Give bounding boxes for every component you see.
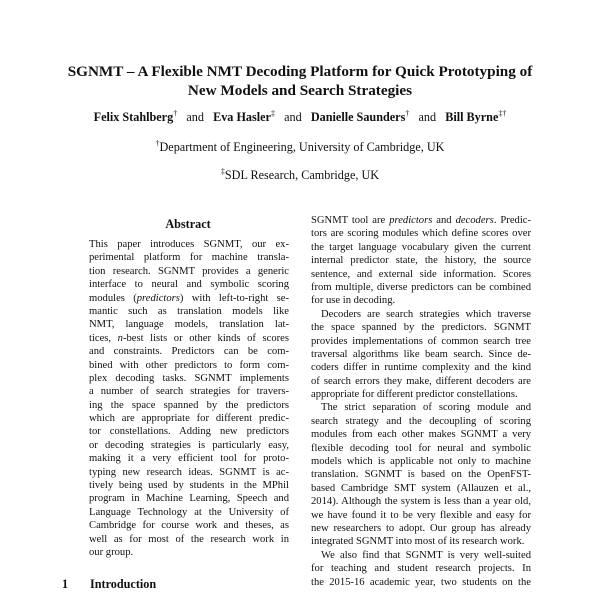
author-separator: and — [418, 110, 437, 124]
text-line: The strict separation of scoring module and — [321, 402, 531, 414]
author-list — [40, 109, 560, 125]
text-line: we have found it to be very flexible and easy for — [311, 509, 531, 521]
right-column-body — [311, 214, 531, 589]
text-line: perimental platform for machine transla- — [89, 252, 289, 264]
affiliation-engineering — [40, 139, 560, 155]
affiliation-mark: ‡ — [220, 167, 225, 176]
text-line: models which is applicable not only to machine — [311, 456, 531, 468]
text-line: based Cambridge SMT system (Allauzen et al., — [311, 482, 531, 494]
text-line: mantic such as translation models like — [89, 305, 289, 317]
text-line: typing new research ideas. SGNMT is ac- — [89, 466, 289, 478]
text-line: SGNMT tool are predictors and decoders. Predic- — [311, 215, 531, 226]
text-line: interface to neural and symbolic scoring — [89, 279, 289, 291]
author-mark: ‡ — [270, 109, 275, 118]
text-line: which are appropriate for different predic- — [89, 413, 289, 425]
author-separator: and — [284, 110, 302, 124]
author-name: Eva Hasler — [213, 110, 271, 124]
text-line: our group. — [89, 546, 134, 558]
text-line: ing the space spanned by the predictors — [89, 399, 289, 411]
author-name: Felix Stahlberg — [93, 110, 174, 124]
author-separator: and — [186, 110, 204, 124]
text-line: Decoders are search strategies which traverse — [321, 308, 531, 320]
text-line: new researchers to adopt. Our group has already — [311, 522, 531, 534]
section-number: 1 — [62, 577, 69, 591]
text-line: Language Technology at the University of — [89, 506, 289, 518]
author-mark: ‡† — [498, 109, 507, 118]
text-line: coders differ in runtime complexity and the kind — [311, 362, 531, 374]
text-line: making it a very efficient tool for proto- — [89, 453, 289, 465]
affiliation-sdl — [40, 167, 560, 183]
text-line: translation. SGNMT is based on the OpenFST- — [311, 469, 531, 481]
text-line: tices, n-best lists or other kinds of scores — [89, 332, 289, 344]
text-line: well as for most of the research work in — [89, 533, 289, 545]
title-line-1: SGNMT – A Flexible NMT Decoding Platform for Quick Prototyping of — [67, 63, 533, 80]
text-line: for teaching and student research projects. In — [311, 563, 531, 575]
abstract-heading: Abstract — [165, 217, 211, 231]
text-line: flexible decoding tool for neural and symbolic — [311, 442, 531, 454]
text-line: the 2015-16 academic year, two students on the — [311, 576, 531, 588]
text-line: NMT, language models, translation lat- — [89, 319, 289, 331]
text-line: tor constellations. Adding new predictors — [89, 426, 289, 438]
text-line: integrated SGNMT into most of its research work. — [311, 536, 525, 548]
section-title: Introduction — [90, 577, 157, 591]
text-line: modules from each other makes SGNMT a very — [311, 429, 531, 441]
text-line: tion research. SGNMT provides a generic — [89, 265, 289, 277]
text-line: bined with other predictors to form com- — [89, 359, 289, 371]
title-line-2: New Models and Search Strategies — [187, 82, 413, 99]
text-line: for use in decoding. — [311, 295, 396, 307]
text-line: or decoding strategies is particularly easy, — [89, 439, 289, 451]
text-line: provides implementations of common search tree — [311, 335, 531, 347]
section-heading-introduction — [62, 576, 156, 592]
text-line: tively being used by students in the MPhil — [89, 480, 289, 492]
author-mark: † — [173, 109, 178, 118]
text-line: search strategy and the decoupling of scoring — [311, 415, 531, 427]
author-name: Danielle Saunders — [310, 110, 406, 124]
text-line: appropriate for different predictor constellations. — [311, 389, 518, 401]
author-mark: † — [405, 109, 410, 118]
affiliation-text: Department of Engineering, University of Cambridge, UK — [159, 140, 445, 154]
text-line: program in Machine Learning, Speech and — [89, 493, 289, 505]
text-line: a number of search strategies for travers- — [89, 386, 289, 398]
text-line: of search errors they make, different decoders are — [311, 375, 531, 387]
affiliation-mark: † — [155, 139, 160, 148]
text-line: and constraints. Predictors can be com- — [89, 346, 289, 358]
text-line: internal predictor state, the history, the source — [311, 255, 531, 267]
text-line: We also find that SGNMT is very well-suited — [321, 549, 531, 561]
abstract-body — [89, 238, 289, 559]
text-line: sentence, and external side information. Scores — [311, 268, 531, 280]
text-line: Cambridge for course work and theses, as — [89, 520, 289, 532]
text-line: the target language vocabulary given the current — [311, 241, 531, 253]
text-line: modules (predictors) with left-to-right se- — [89, 292, 289, 304]
text-line: from multiple, diverse predictors can be combined — [311, 281, 531, 293]
text-line: tors are scoring modules which define scores over — [311, 228, 531, 240]
text-line: the space spanned by the predictors. SGNMT — [311, 322, 531, 334]
text-line: This paper introduces SGNMT, our ex- — [89, 239, 289, 250]
text-line: 2014). Although the system is less than a year old, — [311, 496, 531, 508]
paper-title — [60, 62, 540, 100]
text-line: plex decoding tasks. SGNMT implements — [89, 372, 289, 384]
text-line: traversal algorithms like beam search. Since de- — [311, 348, 531, 360]
author-name: Bill Byrne — [445, 110, 499, 124]
affiliation-text: SDL Research, Cambridge, UK — [224, 168, 380, 182]
